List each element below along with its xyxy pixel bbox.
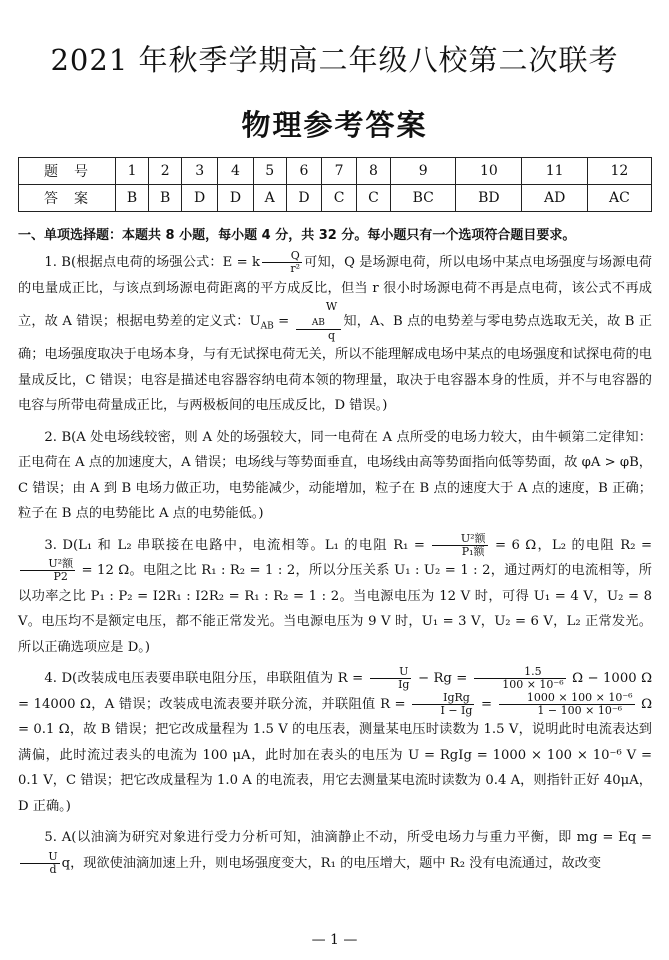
question-number: 1 bbox=[116, 158, 149, 185]
answer-cell: AC bbox=[587, 185, 651, 212]
answer-cell: AD bbox=[522, 185, 588, 212]
fraction: $\frac{U}{d}$ bbox=[20, 851, 60, 876]
question-number: 4 bbox=[218, 158, 254, 185]
answer-table-number-row bbox=[19, 158, 652, 185]
answer-cell: BD bbox=[456, 185, 522, 212]
answer-4: 4. D(改装成电压表要串联电阻分压，串联阻值为 R = $\frac{U}{Ig}$ − Rg = $\frac{1.5}{\text{100 × 10⁻⁶}}$ Ω − 1000 Ω = 14000 Ω，A 错误；改装成电流表要并联分流，并联阻值 R = $\frac{\text{IgRg}}{I - Ig}$ = $\frac{\text{1000 × 100 × 10⁻⁶}}{\text{1 − 100 × 10⁻⁶}}$ Ω = 0.1 Ω，故 B 错误；把它改成量程为 1.5 V 的电压表，测量某电压时读数为 1.5 V，说明此时电流表达到满偏，此时流过表头的电流为 100 μA，此时加在表头的电压为 U = RgIg = 1000 × 100 × 10⁻⁶ V = 0.1 V，C 错误；把它改成量程为 1.0 A 的电流表，用它去测量某电流时读数为 0.4 A，则指针正好 40μA，D 正确。) bbox=[18, 665, 652, 814]
answer-cell: BC bbox=[391, 185, 456, 212]
question-number: 6 bbox=[286, 158, 322, 185]
answer-cell: D bbox=[182, 185, 218, 212]
answer-cell: D bbox=[286, 185, 322, 212]
question-number: 11 bbox=[522, 158, 588, 185]
section-heading: 一、单项选择题：本题共 8 小题，每小题 4 分，共 32 分。每小题只有一个选项符合题目要求。 bbox=[18, 228, 576, 243]
row-label-number: 题号 bbox=[19, 158, 116, 185]
answer-cell: C bbox=[322, 185, 356, 212]
answer-cell: A bbox=[253, 185, 286, 212]
answer-cell: B bbox=[149, 185, 182, 212]
row-label-answer: 答案 bbox=[19, 185, 116, 212]
answer-cell: D bbox=[218, 185, 254, 212]
question-number: 7 bbox=[322, 158, 356, 185]
answer-3: 3. D(L₁ 和 L₂ 串联接在电路中，电流相等。L₁ 的电阻 R₁ = $\frac{\text{U²额}}{\text{P₁额}}$ = 6 Ω，L₂ 的电阻 R₂ = $\frac{\text{U²额}}{P2}$ = 12 Ω。电阻之比 R₁ : R₂ = 1 : 2，所以分压关系 U₁ : U₂ = 1 : 2，通过两灯的电流相等，所以功率之比 P₁ : P₂ = I2R₁ : I2R₂ = R₁ : R₂ = 1 : 2。当电源电压为 12 V 时，可得 U₁ = 4 V，U₂ = 8 V。电压均不是额定电压，都不能正常发光。当电源电压为 9 V 时，U₁ = 3 V，U₂ = 6 V，L₂ 正常发光。所以正确选项应是 D。) bbox=[18, 531, 652, 655]
fraction: $\frac{\text{U²额}}{P2}$ bbox=[20, 558, 75, 583]
answer-table-answer-row bbox=[19, 185, 652, 212]
question-number: 10 bbox=[456, 158, 522, 185]
answer-2: 2. B(A 处电场线较密，则 A 处的场强较大，同一电荷在 A 点所受的电场力较大，由牛顿第二定律知：正电荷在 A 点的加速度大，A 错误；电场线与等势面垂直，电场线由高等势面指向低等势面，故 φA > φB，C 错误；由 A 到 B 电场力做正功，电势能减少，动能增加，粒子在 B 点的速度大于 A 点的速度，B 正确；粒子在 B 点的电势能比 A 点的电势能低。) bbox=[18, 429, 652, 522]
question-number: 12 bbox=[587, 158, 651, 185]
answer-cell: B bbox=[116, 185, 149, 212]
answer-1: 1. B(根据点电荷的场强公式：E = k $\frac{Q}{\text{r²}}$ 可知，Q 是场源电荷，所以电场中某点电场强度与场源电荷的电量成正比，与该点到场源电荷距离的平方成反比，但当 r 很小时场源电荷不再是点电荷，该公式不再成立，故 A 错误；根据电势差的定义式：$U_{AB}$ = W $_{AB}$ q 知，A、B 点的电势差与零电势点选取无关，故 B 正确；电场强度取决于电场本身，与有无试探电荷无关，所以不能理解成电场中某点的电场强度和试探电荷的电量成反比，C 错误；电容是描述电容器容纳电荷本领的物理量，取决于电容器本身的性质，并不与电容器的电容与所带电荷量成正比，与两极板间的电压成反比，D 错误。) bbox=[18, 249, 652, 414]
question-number: 2 bbox=[149, 158, 182, 185]
question-number: 9 bbox=[391, 158, 456, 185]
page-subtitle: 物理参考答案 bbox=[241, 108, 428, 142]
page-title: 2021 年秋季学期高二年级八校第二次联考 bbox=[50, 43, 619, 77]
answer-table bbox=[18, 157, 652, 212]
page-number: — 1 — bbox=[311, 932, 358, 948]
fraction: $\frac{\text{IgRg}}{I - Ig}$ bbox=[412, 692, 474, 717]
fraction: $\frac{\text{U²额}}{\text{P₁额}}$ bbox=[432, 533, 487, 558]
answer-5: 5. A(以油滴为研究对象进行受力分析可知，油滴静止不动，所受电场力与重力平衡，即 mg = Eq = $\frac{U}{d}$ q，现欲使油滴加速上升，则电场强度变大，R₁ 的电压增大，题中 R₂ 没有电流通过，故改变 bbox=[18, 825, 652, 876]
answer-explanations bbox=[18, 250, 652, 882]
question-number: 3 bbox=[182, 158, 218, 185]
fraction: $\frac{Q}{\text{r²}}$ bbox=[262, 250, 302, 275]
question-number: 5 bbox=[253, 158, 286, 185]
fraction: $\frac{1.5}{\text{100 × 10⁻⁶}}$ bbox=[474, 666, 566, 691]
fraction: $\frac{U}{Ig}$ bbox=[370, 666, 412, 691]
fraction: $\frac{\text{1000 × 100 × 10⁻⁶}}{\text{1 − 100 × 10⁻⁶}}$ bbox=[499, 692, 635, 717]
question-number: 8 bbox=[356, 158, 390, 185]
fraction: W $_{AB}$ q bbox=[296, 301, 342, 342]
answer-cell: C bbox=[356, 185, 390, 212]
